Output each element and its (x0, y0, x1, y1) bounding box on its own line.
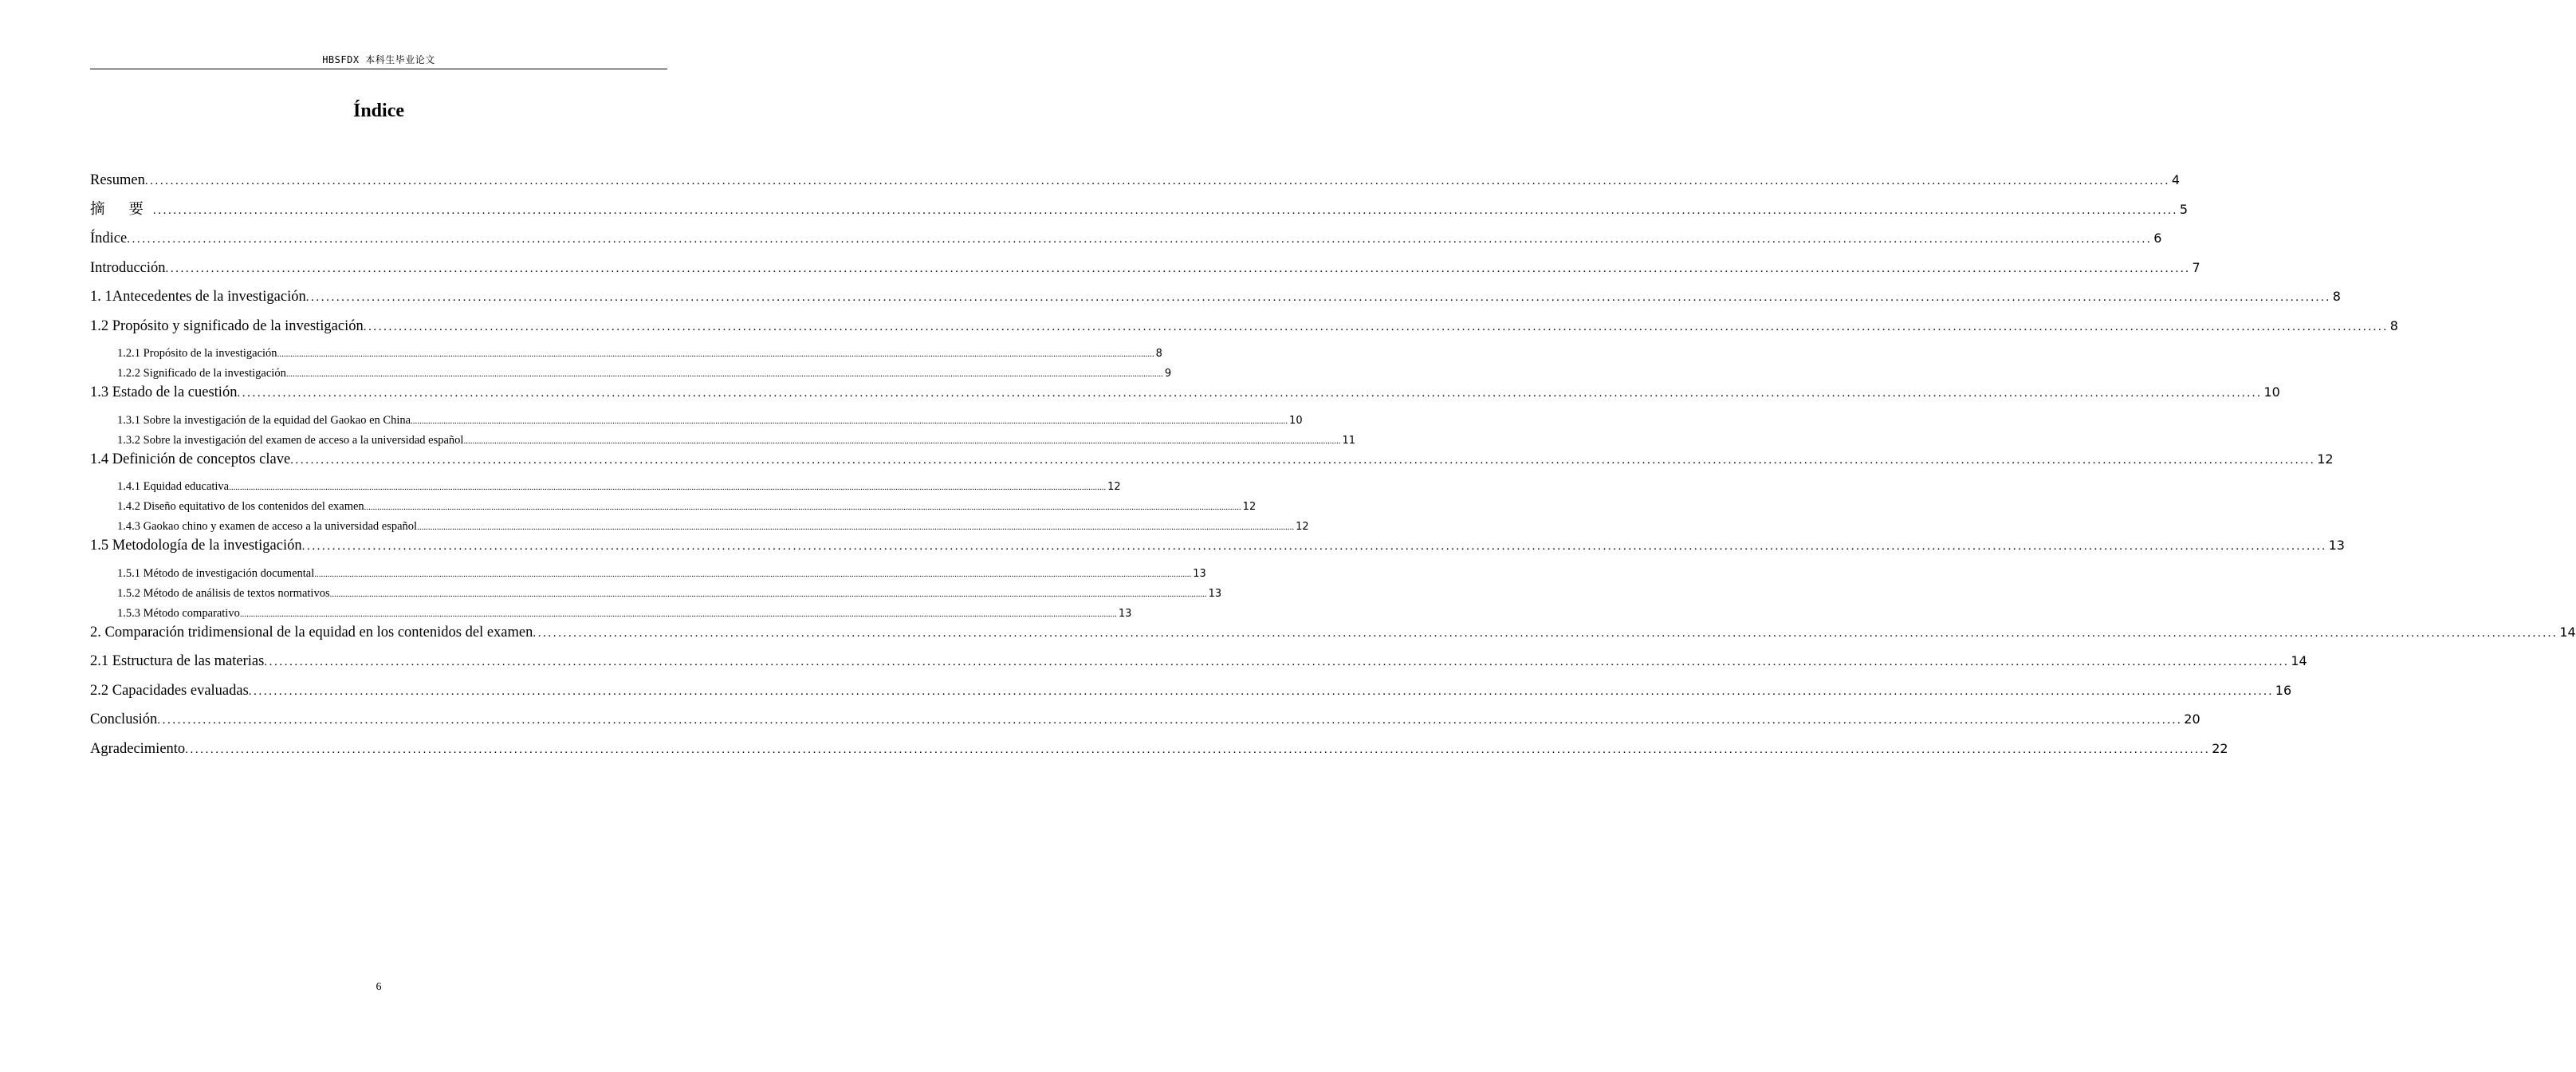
toc-entry-label: 1.2.1 Propósito de la investigación (117, 347, 277, 360)
toc-entry-page: 12 (2317, 451, 2334, 467)
toc-entry-label: 1.4.1 Equidad educativa (117, 480, 230, 493)
toc-subentry[interactable] (90, 584, 1222, 604)
toc-entry-page: 13 (1118, 607, 1132, 620)
toc-entry[interactable] (90, 381, 2280, 411)
toc-entry-page: 13 (2328, 538, 2345, 553)
toc-entry-label: Conclusión (90, 711, 158, 727)
toc-entry-page: 16 (2275, 682, 2292, 698)
toc-subentry[interactable] (90, 517, 1309, 537)
toc-entry-label: 1.3.2 Sobre la investigación del examen de acceso a la universidad español (117, 433, 464, 447)
toc-entry[interactable] (90, 227, 2162, 257)
page-header: HBSFDX 本科生毕业论文 (90, 51, 667, 69)
toc-subentry[interactable] (90, 477, 1121, 497)
toc-entry[interactable] (90, 738, 2228, 767)
toc-entry-label: 2.2 Capacidades evaluadas (90, 682, 249, 699)
dot-leader: ................................................................................................................................................................................................................................................................................................................................................................................................................ (152, 203, 2178, 217)
toc-entry-label: 1.3 Estado de la cuestión (90, 384, 238, 400)
toc-entry-page: 6 (2153, 231, 2162, 246)
dot-leader: ................................................................................................................................................................................................................................................................................................................................................................................................................ (301, 540, 2327, 553)
toc-entry-page: 12 (1242, 501, 1257, 513)
page-number: 6 (376, 981, 382, 993)
toc-entry-page: 7 (2192, 259, 2200, 275)
toc-entry[interactable] (90, 650, 2307, 680)
toc-entry-page: 13 (1193, 567, 1206, 580)
dot-leader: ................................................................................................................................................................................................................................................................................................................................................................................................................ (185, 743, 2211, 756)
toc-entry[interactable] (90, 621, 2576, 651)
toc-subentry[interactable] (90, 364, 1172, 384)
dot-leader: ................................................................................................................................................................................................................................................................................................................................................................................................................ (363, 320, 2389, 333)
toc-entry-page: 10 (1289, 414, 1303, 427)
dot-leader: ................................................................................................................................................................................................................................................................................................................................................................................................................ (314, 569, 1192, 579)
toc-subentry[interactable] (90, 497, 1257, 517)
toc-entry[interactable] (90, 315, 2398, 345)
toc-entry-label: Resumen (90, 172, 145, 188)
dot-leader: ................................................................................................................................................................................................................................................................................................................................................................................................................ (533, 626, 2558, 640)
toc-subentry[interactable] (90, 564, 1206, 584)
dot-leader: ................................................................................................................................................................................................................................................................................................................................................................................................................ (264, 656, 2290, 668)
toc-entry-page: 8 (1155, 348, 1162, 360)
toc-entry[interactable] (90, 448, 2334, 478)
dot-leader: ................................................................................................................................................................................................................................................................................................................................................................................................................ (239, 609, 1117, 619)
toc-entry-page: 8 (2389, 317, 2398, 333)
dot-leader: ................................................................................................................................................................................................................................................................................................................................................................................................................ (305, 291, 2331, 304)
toc-entry[interactable] (90, 199, 2189, 228)
dot-leader: ................................................................................................................................................................................................................................................................................................................................................................................................................ (248, 684, 2274, 698)
toc-entry-label: Introducción (90, 259, 166, 276)
table-of-contents (90, 169, 2576, 767)
toc-subentry[interactable] (90, 411, 1303, 431)
toc-entry-label: 1.5 Metodología de la investigación (90, 538, 302, 554)
toc-subentry[interactable] (90, 344, 1162, 364)
dot-leader: ................................................................................................................................................................................................................................................................................................................................................................................................................ (127, 233, 2153, 246)
toc-entry-label: 1.5.1 Método de investigación documental (117, 566, 315, 580)
dot-leader: ................................................................................................................................................................................................................................................................................................................................................................................................................ (463, 436, 1341, 446)
toc-entry[interactable] (90, 169, 2181, 199)
toc-entry[interactable] (90, 708, 2200, 738)
toc-entry[interactable] (90, 286, 2341, 315)
toc-entry-page: 14 (2559, 624, 2576, 640)
toc-entry-label: 1.5.3 Método comparativo (117, 606, 240, 620)
toc-entry-label: 1.3.1 Sobre la investigación de la equidad del Gaokao en China (117, 413, 411, 427)
toc-entry-page: 11 (1342, 434, 1355, 447)
toc-subentry[interactable] (90, 604, 1132, 624)
dot-leader: ................................................................................................................................................................................................................................................................................................................................................................................................................ (411, 416, 1288, 426)
toc-entry-page: 12 (1107, 481, 1121, 493)
toc-entry-label: Agradecimiento (90, 740, 186, 757)
toc-entry-label: 1.4 Definición de conceptos clave (90, 451, 291, 467)
toc-entry-page: 12 (1296, 521, 1309, 533)
toc-subentry[interactable] (90, 431, 1355, 451)
dot-leader: ................................................................................................................................................................................................................................................................................................................................................................................................................ (290, 453, 2316, 467)
toc-entry-label: 1.2.2 Significado de la investigación (117, 367, 286, 380)
toc-entry-page: 10 (2263, 384, 2280, 400)
page-title: Índice (352, 100, 404, 121)
toc-entry-page: 4 (2171, 172, 2181, 187)
toc-entry-page: 22 (2212, 740, 2228, 756)
toc-entry[interactable] (90, 680, 2292, 709)
toc-entry-page: 8 (2332, 289, 2341, 304)
dot-leader: ................................................................................................................................................................................................................................................................................................................................................................................................................ (157, 714, 2183, 727)
toc-entry-label: 1.4.2 Diseño equitativo de los contenidos del examen (117, 500, 364, 513)
dot-leader: ................................................................................................................................................................................................................................................................................................................................................................................................................ (237, 387, 2263, 400)
dot-leader: ................................................................................................................................................................................................................................................................................................................................................................................................................ (417, 522, 1295, 532)
dot-leader: ................................................................................................................................................................................................................................................................................................................................................................................................................ (285, 369, 1163, 379)
dot-leader: ................................................................................................................................................................................................................................................................................................................................................................................................................ (364, 503, 1241, 512)
toc-entry-label: 1. 1Antecedentes de la investigación (90, 289, 306, 305)
toc-entry-label: 2. Comparación tridimensional de la equidad en los contenidos del examen (90, 624, 533, 640)
dot-leader: ................................................................................................................................................................................................................................................................................................................................................................................................................ (165, 262, 2191, 275)
toc-entry-label: 2.1 Estructura de las materias (90, 653, 265, 669)
toc-entry-label: 1.4.3 Gaokao chino y examen de acceso a la universidad español (117, 520, 418, 533)
toc-entry-page: 5 (2179, 201, 2189, 217)
dot-leader: ................................................................................................................................................................................................................................................................................................................................................................................................................ (329, 589, 1207, 599)
toc-entry-label: 1.2 Propósito y significado de la investigación (90, 317, 364, 334)
toc-entry-page: 20 (2184, 711, 2200, 727)
toc-entry-page: 14 (2291, 653, 2307, 668)
dot-leader: ................................................................................................................................................................................................................................................................................................................................................................................................................ (144, 175, 2170, 187)
dot-leader: ................................................................................................................................................................................................................................................................................................................................................................................................................ (277, 349, 1154, 359)
toc-entry-label: 摘 要 (90, 200, 153, 218)
toc-entry[interactable] (90, 534, 2345, 564)
dot-leader: ................................................................................................................................................................................................................................................................................................................................................................................................................ (229, 483, 1107, 492)
toc-entry-label: Índice (90, 231, 128, 246)
toc-entry[interactable] (90, 257, 2200, 286)
toc-entry-label: 1.5.2 Método de análisis de textos normativos (117, 586, 330, 600)
toc-entry-page: 9 (1164, 368, 1172, 380)
toc-entry-page: 13 (1208, 587, 1222, 600)
